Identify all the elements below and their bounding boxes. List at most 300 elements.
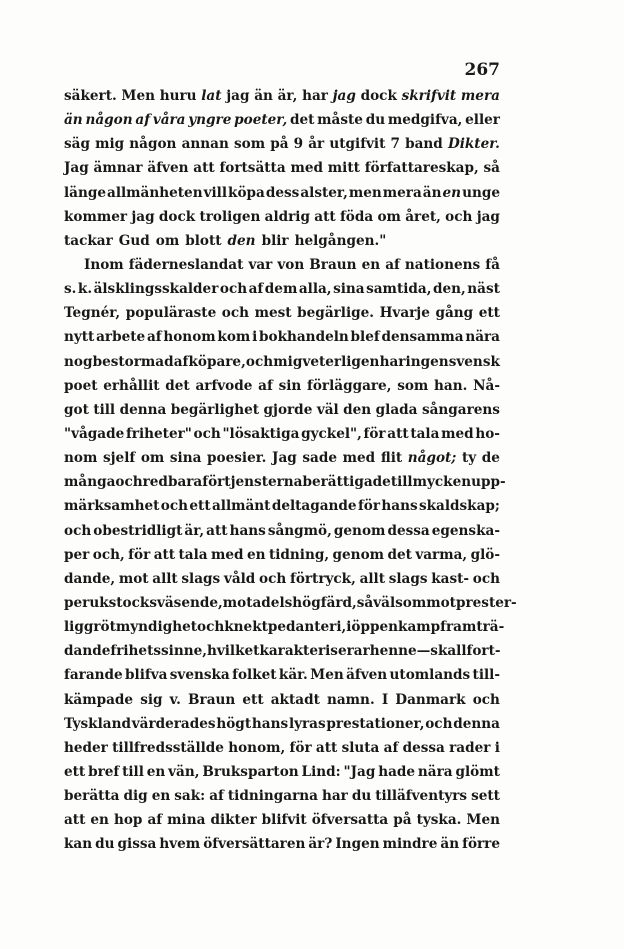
word: mest <box>254 305 292 322</box>
word: och <box>245 353 274 370</box>
word: namn. <box>326 691 375 708</box>
word: Jag <box>272 450 297 467</box>
word: framträ- <box>440 619 505 636</box>
word: Men <box>466 812 500 829</box>
text-line <box>64 132 500 156</box>
word: von <box>277 256 305 273</box>
text-line <box>64 84 500 108</box>
word: öppen <box>351 619 399 636</box>
word: sjelf <box>102 450 136 467</box>
word: sluta <box>341 739 380 756</box>
word: henne <box>369 643 417 660</box>
word: gång <box>435 305 474 322</box>
word: i <box>252 329 258 346</box>
word: kämpade <box>64 691 134 708</box>
word: men <box>348 184 382 201</box>
word: Jag <box>64 160 89 177</box>
word: för <box>357 498 381 515</box>
word: — <box>416 643 431 660</box>
word: got <box>64 401 89 418</box>
word: du <box>351 788 372 805</box>
word: var <box>248 256 273 273</box>
word: fort- <box>466 643 501 660</box>
word: obestridligt <box>93 522 183 539</box>
word: ett <box>189 498 211 515</box>
word: veterligen <box>302 353 380 370</box>
text-line <box>64 277 500 301</box>
word: och <box>115 474 143 491</box>
word: året, <box>405 208 441 225</box>
word: och <box>472 570 500 587</box>
word: det <box>387 546 412 563</box>
word: och <box>64 522 92 539</box>
italic-word: skrifvit <box>401 88 457 104</box>
word: v. <box>169 691 181 708</box>
word: hvilket <box>206 643 260 660</box>
word: och <box>160 498 189 515</box>
word: Bruksparton <box>202 763 299 780</box>
text-line <box>64 688 500 712</box>
text-line <box>64 350 500 374</box>
word: rader <box>449 739 491 756</box>
word: arbete <box>96 329 146 346</box>
text-line <box>64 181 500 205</box>
text-line <box>64 229 500 253</box>
word: lig <box>64 619 84 636</box>
word: Gud <box>118 232 150 249</box>
word: sett <box>471 788 500 805</box>
word: lyras <box>288 715 326 732</box>
word: unge <box>462 184 500 201</box>
word: sångmö, <box>267 522 332 539</box>
word: än <box>254 88 273 104</box>
word: att <box>315 739 338 756</box>
word: "Jag <box>343 763 376 780</box>
word: på <box>393 812 412 829</box>
text-line <box>64 108 500 132</box>
word: perukstocksväsende, <box>64 594 223 611</box>
word: köpare, <box>188 353 246 370</box>
word: ty <box>461 450 477 467</box>
word: hans <box>229 522 266 539</box>
word: det <box>165 377 190 394</box>
word: Danmark <box>395 691 466 708</box>
word: tala <box>410 425 440 442</box>
word: nom <box>64 450 98 467</box>
word: blef <box>350 329 380 346</box>
word: af <box>383 739 399 756</box>
word: om <box>140 450 165 467</box>
word: år <box>308 136 325 153</box>
word: gissa <box>117 836 157 853</box>
italic-word: en <box>442 184 462 201</box>
word: föda <box>339 208 374 225</box>
word: nationens <box>404 256 481 273</box>
word: gjorde <box>263 401 313 418</box>
word: mig <box>273 353 303 370</box>
text-line <box>64 784 500 808</box>
word: till- <box>472 667 500 684</box>
word: ett <box>478 305 500 322</box>
word: allt <box>359 570 385 587</box>
word: tillfredsställde <box>112 739 224 756</box>
word: har <box>302 88 328 104</box>
word: genom <box>333 522 386 539</box>
word: sig <box>140 691 163 708</box>
word: älsklingsskalder <box>93 281 219 298</box>
word: en <box>90 812 109 829</box>
text-line <box>64 543 500 567</box>
word: Nå- <box>473 377 500 394</box>
word: Braun <box>309 256 357 273</box>
word: kom <box>217 329 251 346</box>
word: dessa <box>402 739 445 756</box>
word: tidningarna <box>227 788 318 805</box>
word: och <box>193 425 221 442</box>
word: densamma <box>381 329 464 346</box>
italic-word: jag <box>332 88 356 104</box>
word: aktadt <box>270 691 320 708</box>
word: för <box>363 425 386 442</box>
word: jag <box>476 208 500 225</box>
word: dig <box>123 788 148 805</box>
italic-word: yngre <box>188 112 232 129</box>
word: har <box>321 788 348 805</box>
word: poesier. <box>207 450 267 467</box>
word: frihetssinne, <box>110 643 207 660</box>
word: eller <box>465 112 500 129</box>
italic-word: någon <box>85 112 133 129</box>
word: i <box>494 739 500 756</box>
italic-word: våra <box>152 112 186 129</box>
word: säkert. <box>64 88 117 104</box>
word: samtida, <box>366 281 432 298</box>
word: den, <box>432 281 466 298</box>
body-text <box>64 84 517 857</box>
text-line <box>64 325 500 349</box>
word: vän, <box>168 763 200 780</box>
word: alla, <box>298 281 332 298</box>
word: till <box>390 474 413 491</box>
word: mot <box>222 594 253 611</box>
text-line <box>64 253 500 277</box>
word: han. <box>434 377 468 394</box>
word: och <box>445 208 473 225</box>
word: en <box>146 763 166 780</box>
text-line <box>64 156 500 180</box>
word: tilläfventyrs <box>375 788 468 805</box>
word: den <box>343 401 372 418</box>
text-line <box>64 519 500 543</box>
word: hvem <box>159 836 201 853</box>
word: af <box>209 788 224 805</box>
word: hans <box>381 498 418 515</box>
text-line <box>64 639 500 663</box>
word: och <box>259 570 287 587</box>
word: alster, <box>300 184 348 201</box>
word: Tyskland <box>64 715 131 732</box>
word: allmänt <box>211 498 271 515</box>
text-line <box>64 494 500 518</box>
word: 7 <box>390 136 400 153</box>
word: dessa <box>387 522 430 539</box>
word: näst <box>467 281 500 298</box>
word: begärlige. <box>297 305 374 322</box>
word: k. <box>77 281 93 298</box>
word: erhållit <box>103 377 160 394</box>
word: ett <box>242 691 264 708</box>
italic-word: än <box>64 112 83 129</box>
word: än <box>422 184 442 201</box>
word: begärlighet <box>170 401 260 418</box>
word: mina <box>167 812 206 829</box>
word: genom <box>332 546 385 563</box>
word: honom, <box>228 739 286 756</box>
word: dess <box>265 184 300 201</box>
word: till <box>93 401 116 418</box>
word: få <box>485 256 500 273</box>
word: s. <box>64 281 77 298</box>
word: blifvit <box>261 812 307 829</box>
word: troligen <box>199 208 261 225</box>
word: varma, <box>415 546 468 563</box>
word: band <box>405 136 443 153</box>
word: säg <box>64 136 90 153</box>
word: och, <box>92 546 125 563</box>
word: författareskap, <box>364 160 479 177</box>
text-line <box>64 205 500 229</box>
word: af <box>248 281 264 298</box>
word: någon <box>129 136 177 153</box>
word: för <box>289 739 312 756</box>
word: och <box>219 281 248 298</box>
word: som <box>397 377 429 394</box>
word: du <box>365 112 386 129</box>
word: ingen <box>405 353 449 370</box>
word: Men <box>121 88 156 104</box>
word: att <box>387 425 409 442</box>
word: Tegnér, <box>64 305 121 322</box>
text-line <box>64 832 500 856</box>
word: och <box>197 619 225 636</box>
word: nära <box>465 329 500 346</box>
word: ämnar <box>93 160 143 177</box>
text-line <box>64 301 500 325</box>
word: egenska- <box>431 522 500 539</box>
word: "vågade <box>64 425 125 442</box>
word: blott <box>185 232 222 249</box>
word: och <box>425 715 453 732</box>
word: vill <box>203 184 228 201</box>
text-line <box>64 615 505 639</box>
text-line <box>64 470 506 494</box>
word: knektpedanteri, <box>224 619 347 636</box>
word: adelshögfärd, <box>252 594 357 611</box>
word: såväl <box>356 594 396 611</box>
page-number: 267 <box>464 60 500 80</box>
word: upp- <box>471 474 506 491</box>
word: slags <box>388 570 428 587</box>
word: förtryck, <box>289 570 356 587</box>
word: äfven <box>147 160 189 177</box>
word: har <box>379 353 406 370</box>
text-line <box>64 760 500 784</box>
word: mindre <box>382 836 438 853</box>
word: skall <box>430 643 467 660</box>
word: en <box>361 256 381 273</box>
word: af <box>146 329 162 346</box>
word: du <box>95 836 115 853</box>
word: nytt <box>64 329 95 346</box>
word: tackar <box>64 232 113 249</box>
word: med <box>342 450 376 467</box>
text-line <box>64 808 500 832</box>
italic-word: Dikter. <box>447 136 500 153</box>
word: nära <box>417 763 453 780</box>
word: denna <box>119 401 167 418</box>
word: som <box>395 594 427 611</box>
word: äfven <box>346 667 388 684</box>
word: mera <box>382 184 422 201</box>
word: dikter <box>210 812 257 829</box>
word: poet <box>64 377 98 394</box>
word: annan <box>181 136 229 153</box>
word: Inom <box>84 256 124 273</box>
italic-word: mera <box>460 88 500 104</box>
word: länge <box>64 184 107 201</box>
word: folket <box>232 667 277 684</box>
word: hop <box>113 812 143 829</box>
word: I <box>381 691 389 708</box>
word: en <box>246 546 266 563</box>
word: sak: <box>174 788 206 805</box>
word: Ingen <box>335 836 380 853</box>
word: Lind: <box>301 763 341 780</box>
word: i <box>346 619 352 636</box>
word: kär. <box>278 667 308 684</box>
word: med <box>290 160 323 177</box>
word: af <box>147 812 163 829</box>
word: dock <box>360 88 397 104</box>
italic-word: af <box>135 112 151 129</box>
word: glö- <box>470 546 500 563</box>
word: dock <box>158 208 196 225</box>
word: sina <box>333 281 365 298</box>
text-line <box>64 374 500 398</box>
word: slags <box>181 570 221 587</box>
word: jag <box>131 208 155 225</box>
word: dande <box>64 643 111 660</box>
word: tyska. <box>416 812 462 829</box>
word: allmänheten <box>107 184 203 201</box>
word: aldrig <box>264 208 310 225</box>
word: prestationer, <box>326 715 425 732</box>
word: märksamhet <box>64 498 160 515</box>
word: blir <box>261 232 289 249</box>
text-line <box>64 736 500 760</box>
word: än <box>440 836 460 853</box>
word: tidning, <box>268 546 330 563</box>
word: en <box>151 788 171 805</box>
word: är, <box>277 88 298 104</box>
word: dande, <box>64 570 116 587</box>
word: värderades <box>131 715 216 732</box>
word: svensk <box>448 353 500 370</box>
word: helgången." <box>294 232 387 249</box>
word: mot <box>118 570 149 587</box>
word: väl <box>316 401 339 418</box>
word: med <box>211 546 244 563</box>
word: flit <box>380 450 403 467</box>
word: att <box>193 160 215 177</box>
word: om <box>155 232 180 249</box>
word: de <box>481 450 500 467</box>
text-line <box>64 422 500 446</box>
word: är? <box>308 836 333 853</box>
word: förläggare, <box>307 377 392 394</box>
word: denna <box>453 715 500 732</box>
word: mot <box>426 594 456 611</box>
word: på <box>270 136 289 153</box>
word: arfvode <box>195 377 253 394</box>
italic-word: något; <box>407 450 457 467</box>
word: köpa <box>228 184 265 201</box>
word: 9 <box>293 136 304 153</box>
text-line <box>64 663 500 687</box>
word: öfversatta <box>311 812 389 829</box>
word: mitt <box>327 160 360 177</box>
word: måste <box>317 112 363 129</box>
word: förtjensterna <box>202 474 303 491</box>
word: Braun <box>188 691 236 708</box>
word: att <box>314 208 336 225</box>
word: kan <box>64 836 93 853</box>
word: Hvarje <box>379 305 430 322</box>
italic-word: den <box>227 232 256 249</box>
word: karakteriserar <box>259 643 370 660</box>
word: att <box>153 546 176 563</box>
word: ett <box>64 763 86 780</box>
word: och <box>221 305 250 322</box>
word: sina <box>169 450 202 467</box>
word: fortsätta <box>219 160 286 177</box>
word: nog <box>64 353 93 370</box>
word: det <box>289 112 315 129</box>
word: att <box>206 522 228 539</box>
text-line <box>64 398 500 422</box>
word: många <box>64 474 116 491</box>
word: hade <box>378 763 416 780</box>
word: bestormad <box>92 353 174 370</box>
word: bref <box>88 763 120 780</box>
italic-word: poeter, <box>234 112 288 129</box>
word: sångarens <box>421 401 500 418</box>
word: hans <box>251 715 289 732</box>
text-line <box>64 591 517 615</box>
word: ho- <box>475 425 500 442</box>
word: kommer <box>64 208 128 225</box>
word: af <box>173 353 189 370</box>
italic-word: lat <box>201 88 222 104</box>
word: heder <box>64 739 108 756</box>
word: fäderneslandat <box>128 256 244 273</box>
word: gyckel", <box>301 425 362 442</box>
word: jag <box>226 88 250 104</box>
word: öfversättaren <box>203 836 306 853</box>
word: utgifvit <box>329 136 386 153</box>
word: som <box>233 136 266 153</box>
word: bokhandeln <box>259 329 349 346</box>
